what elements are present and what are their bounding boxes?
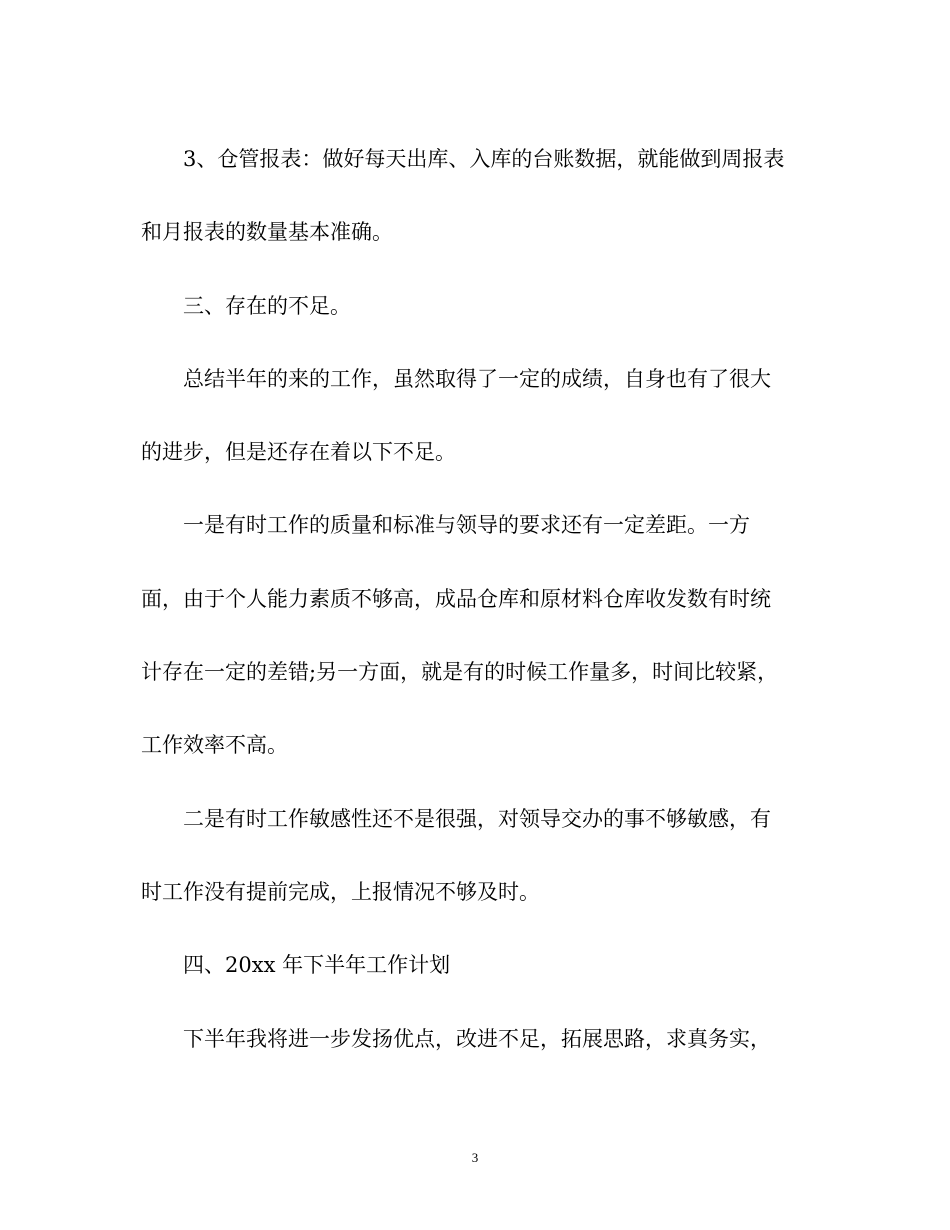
body-text [141, 138, 809, 1091]
text-line: 面，由于个人能力素质不够高，成品仓库和原材料仓库收发数有时统 [141, 586, 771, 611]
text-line: 和月报表的数量基本准确。 [141, 220, 393, 245]
text-line: 总结半年的来的工作，虽然取得了一定的成绩，自身也有了很大 [183, 366, 771, 391]
text-line: 的进步，但是还存在着以下不足。 [141, 440, 456, 465]
section-heading: 三、存在的不足。 [183, 293, 351, 318]
text-line: 工作效率不高。 [141, 733, 288, 758]
text-line: 时工作没有提前完成，上报情况不够及时。 [141, 879, 540, 904]
text-line: 计存在一定的差错;另一方面，就是有的时候工作量多，时间比较紧， [141, 660, 779, 685]
text-line: 下半年我将进一步发扬优点，改进不足，拓展思路，求真务实， [183, 1026, 771, 1051]
text-line: 3、仓管报表：做好每天出库、入库的台账数据，就能做到周报表 [183, 147, 785, 171]
section-heading: 四、20xx 年下半年工作计划 [183, 953, 451, 978]
text-line: 二是有时工作敏感性还不是很强，对领导交办的事不够敏感，有 [183, 806, 771, 831]
page-number: 3 [471, 1150, 479, 1165]
text-line: 一是有时工作的质量和标准与领导的要求还有一定差距。一方 [183, 513, 750, 538]
